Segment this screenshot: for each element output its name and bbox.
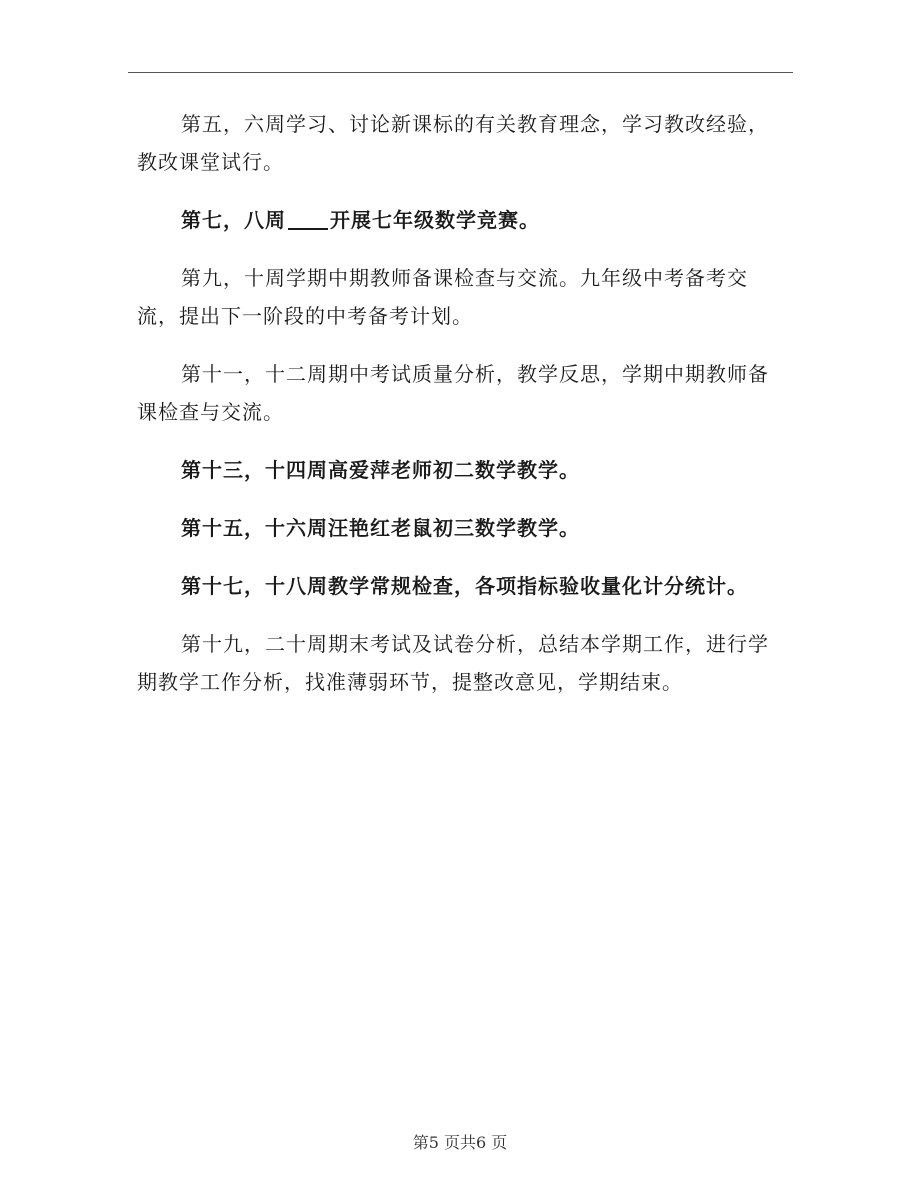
header-rule [128,72,793,73]
paragraph-week-7-8 [137,201,787,239]
paragraph-week-9-10: 第九，十周学期中期教师备课检查与交流。九年级中考备考交流，提出下一阶段的中考备考计划。 [137,266,748,328]
paragraph-week-7-8-tail: 开展七年级数学竞赛。 [330,208,540,232]
paragraph-week-17-18: 第十七，十八周教学常规检查，各项指标验收量化计分统计。 [181,574,748,598]
document-body [137,105,787,721]
paragraph-week-7-8-lead: 第七，八周 [181,208,286,232]
fill-in-blank [288,228,328,230]
paragraph-week-19-20: 第十九，二十周期末考试及试卷分析，总结本学期工作，进行学期教学工作分析，找准薄弱环节，提整改意见，学期结束。 [137,632,769,694]
paragraph-week-15-16: 第十五，十六周汪艳红老鼠初三数学教学。 [181,516,580,540]
paragraph-week-11-12: 第十一，十二周期中考试质量分析，教学反思，学期中期教师备课检查与交流。 [137,362,769,424]
paragraph-week-13-14: 第十三，十四周高爱萍老师初二数学教学。 [181,458,580,482]
paragraph-week-5-6: 第五，六周学习、讨论新课标的有关教育理念，学习教改经验，教改课堂试行。 [137,112,769,174]
page-number: 第5 页共6 页 [412,1133,508,1152]
